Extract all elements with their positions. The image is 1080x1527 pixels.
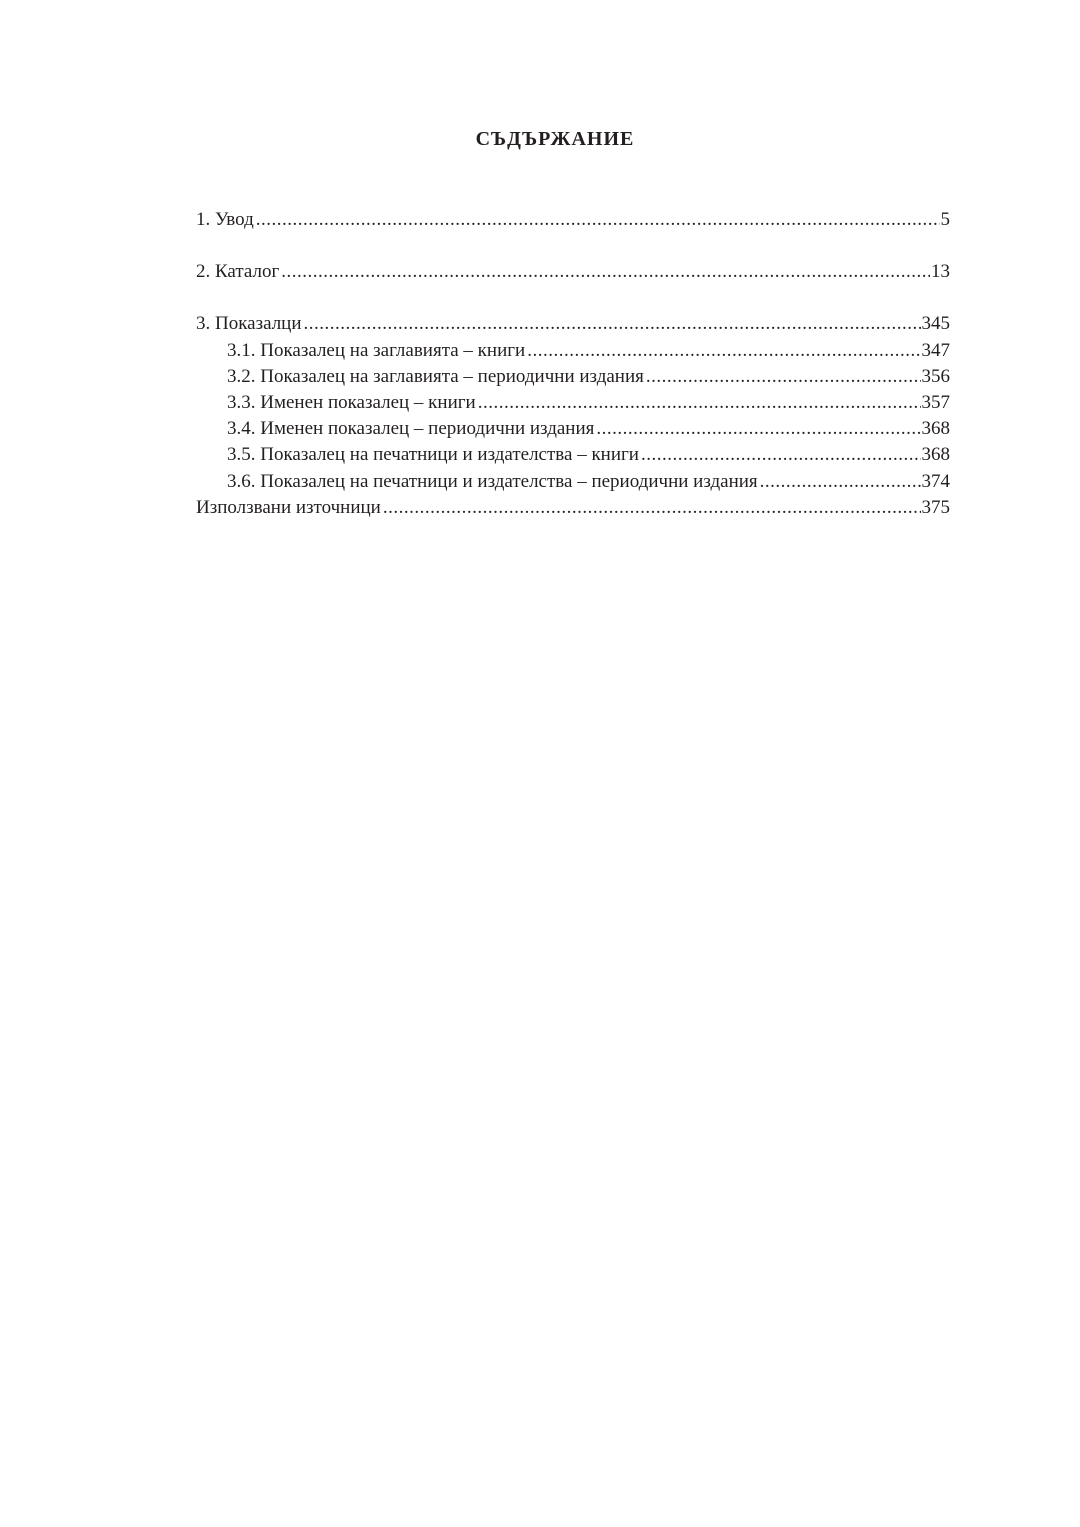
toc-page-number: 13 xyxy=(931,261,950,283)
toc-entry-label: 1. Увод xyxy=(196,209,254,230)
toc-entry-printers-index-books[interactable] xyxy=(196,442,950,468)
dot-leader xyxy=(596,416,920,442)
toc-entry-name-index-periodicals[interactable] xyxy=(196,416,950,442)
toc-entry-label: 3.3. Именен показалец – книги xyxy=(227,391,476,413)
toc-entry-label: 3.5. Показалец на печатници и издателства – книги xyxy=(227,444,639,466)
page-title: СЪДЪРЖАНИЕ xyxy=(475,128,635,150)
toc-page-number: 357 xyxy=(921,391,950,413)
toc-page-number: 347 xyxy=(921,339,950,361)
dot-leader xyxy=(478,390,921,416)
dot-leader xyxy=(646,364,921,390)
toc-entry-label: 2. Каталог xyxy=(196,261,280,283)
toc-page-number: 374 xyxy=(921,470,950,492)
toc-entry-introduction[interactable] xyxy=(196,207,950,233)
dot-leader xyxy=(383,495,921,521)
dot-leader xyxy=(641,442,921,468)
toc-entry-indexes[interactable] xyxy=(196,311,950,337)
toc-page-number: 368 xyxy=(921,418,950,440)
toc-page-number: 5 xyxy=(940,209,950,230)
toc-entry-label: 3.1. Показалец на заглавията – книги xyxy=(227,339,526,361)
dot-leader xyxy=(281,259,930,285)
toc-entry-label: 3.2. Показалец на заглавията – периодични издания xyxy=(227,365,644,387)
toc-entry-name-index-books[interactable] xyxy=(196,390,950,416)
dot-leader xyxy=(304,311,921,337)
toc-page-number: 368 xyxy=(921,444,950,466)
toc-entry-label: 3.6. Показалец на печатници и издателства – периодични издания xyxy=(227,470,758,492)
dot-leader xyxy=(760,469,921,495)
table-of-contents xyxy=(196,207,950,521)
toc-entry-title-index-books[interactable] xyxy=(196,338,950,364)
toc-entry-label: Използвани източници xyxy=(196,496,381,518)
toc-entry-label: 3.4. Именен показалец – периодични издания xyxy=(227,418,595,440)
toc-entry-label: 3. Показалци xyxy=(196,313,302,335)
dot-leader xyxy=(256,207,940,233)
dot-leader xyxy=(527,338,920,364)
toc-page-number: 375 xyxy=(921,496,950,518)
toc-entry-printers-index-periodicals[interactable] xyxy=(196,469,950,495)
toc-entry-title-index-periodicals[interactable] xyxy=(196,364,950,390)
toc-entry-sources[interactable] xyxy=(196,495,950,521)
toc-page-number: 345 xyxy=(921,313,950,335)
toc-entry-catalog[interactable] xyxy=(196,259,950,285)
toc-page-number: 356 xyxy=(921,365,950,387)
